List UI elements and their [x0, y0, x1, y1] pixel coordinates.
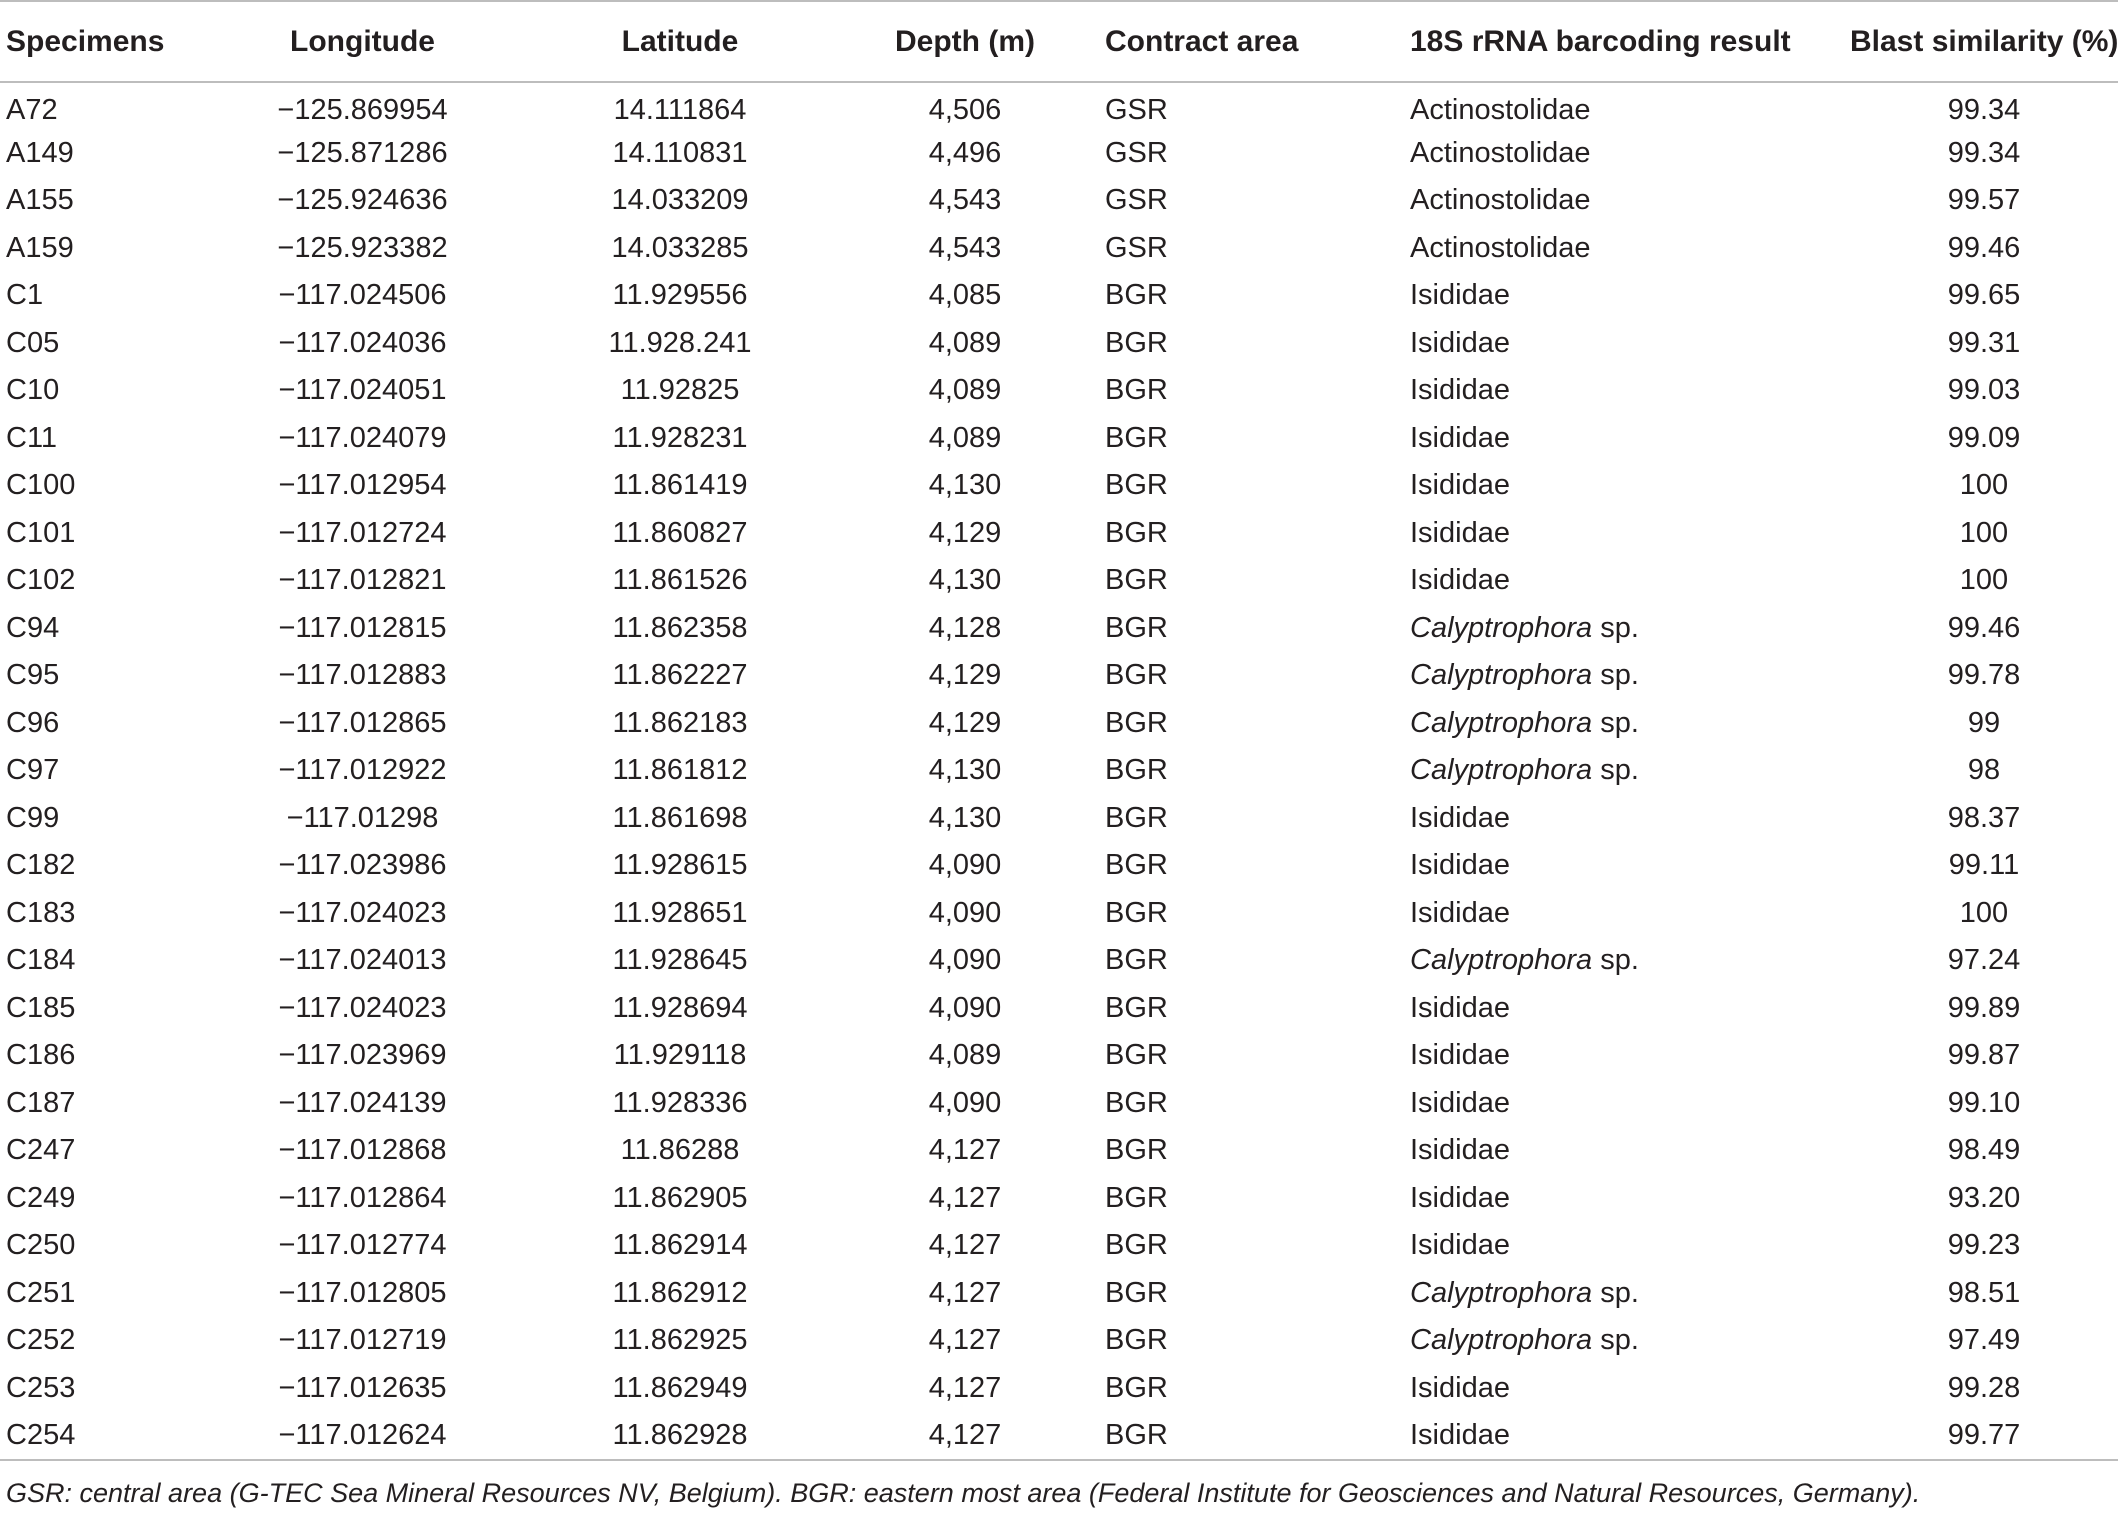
result-text: Isididae — [1410, 1181, 1510, 1214]
cell-specimen: C10 — [6, 374, 60, 407]
result-text: Isididae — [1410, 1134, 1510, 1167]
cell-contract-area: BGR — [1105, 564, 1168, 597]
cell-longitude: −117.012635 — [278, 1371, 447, 1404]
cell-latitude: 11.928694 — [612, 991, 748, 1024]
cell-barcoding-result — [1410, 272, 1850, 320]
cell-contract-area: BGR — [1105, 706, 1168, 739]
cell-contract-area: BGR — [1105, 611, 1168, 644]
cell-latitude: 11.861526 — [612, 564, 748, 597]
table-row — [0, 747, 2118, 795]
result-text: Isididae — [1410, 991, 1510, 1024]
table-row — [0, 700, 2118, 748]
cell-latitude: 11.929118 — [613, 1039, 747, 1072]
cell-specimen: C102 — [6, 564, 76, 597]
result-genus: Calyptrophora — [1410, 754, 1593, 787]
cell-depth: 4,085 — [928, 279, 1002, 312]
cell-barcoding-result — [1410, 462, 1850, 510]
cell-longitude: −117.012883 — [278, 659, 447, 692]
cell-longitude: −117.024506 — [278, 279, 447, 312]
table-row — [0, 1032, 2118, 1080]
cell-latitude: 14.033209 — [611, 184, 749, 217]
cell-barcoding-result — [1410, 937, 1850, 985]
result-text: Isididae — [1410, 896, 1510, 929]
table-row — [0, 1080, 2118, 1128]
result-text: sp. — [1592, 1324, 1639, 1357]
table-row — [0, 510, 2118, 558]
result-text: Isididae — [1410, 279, 1510, 312]
cell-specimen: C97 — [6, 754, 60, 787]
cell-contract-area: BGR — [1105, 421, 1168, 454]
cell-longitude: −117.024036 — [278, 326, 447, 359]
cell-barcoding-result — [1410, 890, 1850, 938]
result-text: Actinostolidae — [1410, 136, 1591, 169]
cell-barcoding-result — [1410, 700, 1850, 748]
cell-specimen: C254 — [6, 1418, 76, 1451]
cell-depth: 4,129 — [928, 659, 1002, 692]
cell-latitude: 11.92825 — [620, 374, 740, 407]
cell-longitude: −117.012719 — [278, 1324, 447, 1357]
result-text: Isididae — [1410, 516, 1510, 549]
cell-longitude: −125.924636 — [277, 184, 448, 217]
cell-depth: 4,089 — [928, 374, 1002, 407]
cell-latitude: 14.033285 — [611, 231, 749, 264]
cell-longitude: −117.024023 — [278, 991, 447, 1024]
cell-specimen: C252 — [6, 1324, 76, 1357]
cell-specimen: C95 — [6, 659, 60, 692]
cell-depth: 4,496 — [928, 136, 1002, 169]
cell-blast-similarity: 99.34 — [1947, 93, 2021, 126]
result-text: Isididae — [1410, 1229, 1510, 1262]
cell-latitude: 11.928336 — [612, 1086, 748, 1119]
cell-longitude: −117.023969 — [278, 1039, 447, 1072]
cell-depth: 4,127 — [928, 1229, 1002, 1262]
cell-longitude: −117.012624 — [278, 1418, 447, 1451]
cell-blast-similarity: 99.10 — [1947, 1086, 2021, 1119]
table-row — [0, 1175, 2118, 1223]
cell-barcoding-result — [1410, 747, 1850, 795]
cell-depth: 4,543 — [928, 184, 1002, 217]
cell-specimen: C100 — [6, 469, 76, 502]
cell-depth: 4,089 — [928, 421, 1002, 454]
table-row — [0, 557, 2118, 605]
table-header — [0, 1, 2118, 82]
cell-longitude: −117.024079 — [278, 421, 447, 454]
cell-contract-area: BGR — [1105, 1371, 1168, 1404]
cell-contract-area: BGR — [1105, 279, 1168, 312]
cell-barcoding-result — [1410, 795, 1850, 843]
result-text: Actinostolidae — [1410, 93, 1591, 126]
cell-latitude: 11.862358 — [612, 611, 748, 644]
cell-latitude: 14.110831 — [612, 136, 748, 169]
result-text: Isididae — [1410, 801, 1510, 834]
cell-latitude: 11.862183 — [612, 706, 748, 739]
cell-barcoding-result — [1410, 985, 1850, 1033]
cell-longitude: −117.012922 — [278, 754, 447, 787]
cell-depth: 4,127 — [928, 1134, 1002, 1167]
cell-specimen: C11 — [6, 421, 58, 454]
cell-longitude: −117.012805 — [278, 1276, 447, 1309]
cell-specimen: C1 — [6, 279, 44, 312]
cell-barcoding-result — [1410, 1365, 1850, 1413]
result-text: Isididae — [1410, 849, 1510, 882]
cell-blast-similarity: 99.11 — [1948, 849, 2020, 882]
result-genus: Calyptrophora — [1410, 659, 1593, 692]
cell-barcoding-result — [1410, 510, 1850, 558]
result-genus: Calyptrophora — [1410, 706, 1593, 739]
cell-depth: 4,127 — [928, 1418, 1002, 1451]
cell-blast-similarity: 99.77 — [1947, 1418, 2021, 1451]
cell-latitude: 11.862905 — [612, 1181, 748, 1214]
cell-latitude: 11.862227 — [612, 659, 748, 692]
header-row — [0, 1, 2118, 82]
cell-blast-similarity: 98.37 — [1947, 801, 2021, 834]
cell-depth: 4,090 — [928, 991, 1002, 1024]
cell-specimen: C184 — [6, 944, 76, 977]
cell-barcoding-result — [1410, 1222, 1850, 1270]
cell-blast-similarity: 93.20 — [1947, 1181, 2021, 1214]
cell-barcoding-result — [1410, 177, 1850, 225]
cell-depth: 4,130 — [928, 801, 1002, 834]
cell-depth: 4,090 — [928, 896, 1002, 929]
table-row — [0, 1365, 2118, 1413]
cell-contract-area: GSR — [1105, 184, 1168, 217]
cell-contract-area: BGR — [1105, 1086, 1168, 1119]
cell-longitude: −117.024013 — [278, 944, 447, 977]
cell-barcoding-result — [1410, 415, 1850, 463]
cell-barcoding-result — [1410, 652, 1850, 700]
cell-longitude: −117.01298 — [286, 801, 439, 834]
cell-depth: 4,128 — [928, 611, 1002, 644]
table-row — [0, 1270, 2118, 1318]
cell-barcoding-result — [1410, 82, 1850, 130]
header-latitude: Latitude — [621, 24, 739, 58]
table-row — [0, 985, 2118, 1033]
result-text: Isididae — [1410, 1371, 1510, 1404]
cell-depth: 4,090 — [928, 1086, 1002, 1119]
cell-specimen: C183 — [6, 896, 76, 929]
result-text: Isididae — [1410, 564, 1510, 597]
cell-latitude: 11.928651 — [612, 896, 748, 929]
cell-latitude: 11.862928 — [612, 1418, 748, 1451]
cell-longitude: −117.024023 — [278, 896, 447, 929]
cell-contract-area: GSR — [1105, 136, 1168, 169]
table-row — [0, 842, 2118, 890]
table-row — [0, 320, 2118, 368]
result-text: Isididae — [1410, 326, 1510, 359]
cell-latitude: 11.860827 — [612, 516, 748, 549]
cell-blast-similarity: 97.49 — [1947, 1324, 2021, 1357]
table-row — [0, 1412, 2118, 1460]
cell-barcoding-result — [1410, 1317, 1850, 1365]
table-row — [0, 367, 2118, 415]
cell-blast-similarity: 99.87 — [1947, 1039, 2021, 1072]
result-text: Isididae — [1410, 1039, 1510, 1072]
cell-blast-similarity: 98 — [1967, 754, 2001, 787]
cell-specimen: C251 — [6, 1276, 76, 1309]
cell-longitude: −117.012774 — [278, 1229, 447, 1262]
cell-latitude: 11.929556 — [612, 279, 748, 312]
cell-barcoding-result — [1410, 130, 1850, 178]
cell-contract-area: BGR — [1105, 1324, 1168, 1357]
cell-barcoding-result — [1410, 367, 1850, 415]
cell-depth: 4,090 — [928, 849, 1002, 882]
cell-barcoding-result — [1410, 557, 1850, 605]
cell-barcoding-result — [1410, 225, 1850, 273]
header-blast-similarity: Blast similarity (%) — [1850, 24, 2118, 58]
cell-blast-similarity: 99.03 — [1947, 374, 2021, 407]
result-text: Isididae — [1410, 421, 1510, 454]
cell-depth: 4,130 — [928, 754, 1002, 787]
table-row — [0, 890, 2118, 938]
cell-longitude: −117.012868 — [278, 1134, 447, 1167]
cell-latitude: 11.862925 — [612, 1324, 748, 1357]
table-row — [0, 462, 2118, 510]
header-depth: Depth (m) — [895, 24, 1035, 58]
header-longitude: Longitude — [290, 24, 435, 58]
table-row — [0, 1317, 2118, 1365]
cell-contract-area: BGR — [1105, 1276, 1168, 1309]
cell-contract-area: BGR — [1105, 1134, 1168, 1167]
cell-contract-area: BGR — [1105, 659, 1168, 692]
result-genus: Calyptrophora — [1410, 1276, 1593, 1309]
cell-specimen: C94 — [6, 611, 60, 644]
result-text: sp. — [1592, 706, 1639, 739]
result-text: Isididae — [1410, 469, 1510, 502]
cell-blast-similarity: 99.09 — [1947, 421, 2021, 454]
result-text: Actinostolidae — [1410, 231, 1591, 264]
table-row — [0, 415, 2118, 463]
cell-depth: 4,130 — [928, 469, 1002, 502]
cell-specimen: C249 — [6, 1181, 76, 1214]
cell-longitude: −125.871286 — [277, 136, 448, 169]
cell-specimen: C253 — [6, 1371, 76, 1404]
cell-contract-area: BGR — [1105, 849, 1168, 882]
cell-specimen: C247 — [6, 1134, 76, 1167]
cell-contract-area: BGR — [1105, 1418, 1168, 1451]
cell-specimen: A149 — [6, 136, 74, 169]
cell-blast-similarity: 99.46 — [1947, 611, 2021, 644]
cell-blast-similarity: 99 — [1967, 706, 2001, 739]
cell-longitude: −117.012815 — [278, 611, 447, 644]
header-contract-area: Contract area — [1105, 24, 1299, 58]
cell-blast-similarity: 100 — [1959, 516, 2009, 549]
result-text: Isididae — [1410, 1086, 1510, 1119]
cell-contract-area: BGR — [1105, 1039, 1168, 1072]
cell-depth: 4,127 — [928, 1181, 1002, 1214]
cell-latitude: 11.861812 — [612, 754, 748, 787]
table-row — [0, 1127, 2118, 1175]
header-specimens: Specimens — [6, 24, 165, 58]
result-text: sp. — [1592, 1276, 1639, 1309]
cell-specimen: A159 — [6, 231, 74, 264]
table-row — [0, 1222, 2118, 1270]
cell-depth: 4,506 — [928, 93, 1002, 126]
header-barcoding-result: 18S rRNA barcoding result — [1410, 24, 1791, 58]
cell-latitude: 11.86288 — [620, 1134, 740, 1167]
cell-contract-area: BGR — [1105, 896, 1168, 929]
result-text: sp. — [1592, 754, 1639, 787]
cell-latitude: 11.862949 — [612, 1371, 748, 1404]
cell-latitude: 14.111864 — [613, 93, 747, 126]
cell-specimen: A155 — [6, 184, 74, 217]
cell-latitude: 11.862914 — [612, 1229, 748, 1262]
cell-longitude: −117.024051 — [278, 374, 447, 407]
cell-longitude: −117.023986 — [278, 849, 447, 882]
result-text: sp. — [1592, 659, 1639, 692]
cell-specimen: C99 — [6, 801, 60, 834]
cell-blast-similarity: 98.51 — [1947, 1276, 2021, 1309]
cell-longitude: −117.024139 — [278, 1086, 447, 1119]
cell-blast-similarity: 98.49 — [1947, 1134, 2021, 1167]
cell-specimen: C101 — [6, 516, 76, 549]
cell-blast-similarity: 99.31 — [1947, 326, 2021, 359]
table-body — [0, 82, 2118, 1460]
result-genus: Calyptrophora — [1410, 611, 1593, 644]
cell-blast-similarity: 97.24 — [1947, 944, 2021, 977]
cell-barcoding-result — [1410, 1127, 1850, 1175]
cell-blast-similarity: 99.65 — [1947, 279, 2021, 312]
result-text: Actinostolidae — [1410, 184, 1591, 217]
cell-contract-area: GSR — [1105, 231, 1168, 264]
table-row — [0, 605, 2118, 653]
cell-contract-area: BGR — [1105, 516, 1168, 549]
result-text: sp. — [1592, 611, 1639, 644]
table-row — [0, 225, 2118, 273]
cell-blast-similarity: 100 — [1959, 896, 2009, 929]
cell-blast-similarity: 100 — [1959, 564, 2009, 597]
cell-latitude: 11.928231 — [612, 421, 748, 454]
cell-latitude: 11.861419 — [612, 469, 748, 502]
table-row — [0, 177, 2118, 225]
result-genus: Calyptrophora — [1410, 944, 1593, 977]
cell-blast-similarity: 99.57 — [1947, 184, 2021, 217]
cell-depth: 4,089 — [928, 1039, 1002, 1072]
cell-depth: 4,543 — [928, 231, 1002, 264]
cell-contract-area: BGR — [1105, 326, 1168, 359]
cell-latitude: 11.928615 — [612, 849, 748, 882]
cell-contract-area: BGR — [1105, 754, 1168, 787]
cell-barcoding-result — [1410, 1175, 1850, 1223]
cell-blast-similarity: 99.34 — [1947, 136, 2021, 169]
cell-contract-area: GSR — [1105, 93, 1168, 126]
cell-longitude: −117.012864 — [278, 1181, 447, 1214]
table-row — [0, 652, 2118, 700]
cell-contract-area: BGR — [1105, 1181, 1168, 1214]
table-row — [0, 130, 2118, 178]
cell-barcoding-result — [1410, 320, 1850, 368]
cell-specimen: C185 — [6, 991, 76, 1024]
table-row — [0, 82, 2118, 130]
cell-latitude: 11.862912 — [612, 1276, 748, 1309]
cell-specimen: A72 — [6, 93, 58, 126]
cell-specimen: C05 — [6, 326, 60, 359]
cell-barcoding-result — [1410, 842, 1850, 890]
cell-barcoding-result — [1410, 605, 1850, 653]
cell-blast-similarity: 99.89 — [1947, 991, 2021, 1024]
cell-contract-area: BGR — [1105, 801, 1168, 834]
cell-longitude: −117.012724 — [278, 516, 447, 549]
table-row — [0, 795, 2118, 843]
cell-longitude: −125.923382 — [277, 231, 448, 264]
cell-depth: 4,127 — [928, 1324, 1002, 1357]
cell-depth: 4,127 — [928, 1371, 1002, 1404]
cell-depth: 4,129 — [928, 706, 1002, 739]
cell-longitude: −117.012865 — [278, 706, 447, 739]
cell-contract-area: BGR — [1105, 991, 1168, 1024]
cell-longitude: −117.012821 — [278, 564, 447, 597]
cell-specimen: C186 — [6, 1039, 76, 1072]
cell-blast-similarity: 99.23 — [1947, 1229, 2021, 1262]
cell-depth: 4,127 — [928, 1276, 1002, 1309]
cell-contract-area: BGR — [1105, 944, 1168, 977]
cell-latitude: 11.861698 — [612, 801, 748, 834]
table-row — [0, 937, 2118, 985]
cell-depth: 4,090 — [928, 944, 1002, 977]
result-text: Isididae — [1410, 1418, 1510, 1451]
cell-blast-similarity: 99.78 — [1947, 659, 2021, 692]
cell-contract-area: BGR — [1105, 374, 1168, 407]
result-text: sp. — [1592, 944, 1639, 977]
cell-barcoding-result — [1410, 1080, 1850, 1128]
cell-specimen: C182 — [6, 849, 76, 882]
result-text: Isididae — [1410, 374, 1510, 407]
table-row — [0, 272, 2118, 320]
cell-depth: 4,129 — [928, 516, 1002, 549]
table-footnote: GSR: central area (G-TEC Sea Mineral Resources NV, Belgium). BGR: eastern most area (Federal Institute for Geosciences and Natural Resources, Germany). — [6, 1478, 1921, 1508]
cell-depth: 4,089 — [928, 326, 1002, 359]
cell-specimen: C187 — [6, 1086, 76, 1119]
cell-contract-area: BGR — [1105, 1229, 1168, 1262]
cell-specimen: C96 — [6, 706, 60, 739]
result-genus: Calyptrophora — [1410, 1324, 1593, 1357]
cell-blast-similarity: 100 — [1959, 469, 2009, 502]
cell-barcoding-result — [1410, 1032, 1850, 1080]
cell-latitude: 11.928.241 — [608, 326, 752, 359]
cell-barcoding-result — [1410, 1412, 1850, 1460]
cell-blast-similarity: 99.46 — [1947, 231, 2021, 264]
cell-depth: 4,130 — [928, 564, 1002, 597]
cell-specimen: C250 — [6, 1229, 76, 1262]
cell-barcoding-result — [1410, 1270, 1850, 1318]
cell-longitude: −117.012954 — [278, 469, 447, 502]
cell-latitude: 11.928645 — [612, 944, 748, 977]
cell-blast-similarity: 99.28 — [1947, 1371, 2021, 1404]
cell-longitude: −125.869954 — [277, 93, 448, 126]
cell-contract-area: BGR — [1105, 469, 1168, 502]
